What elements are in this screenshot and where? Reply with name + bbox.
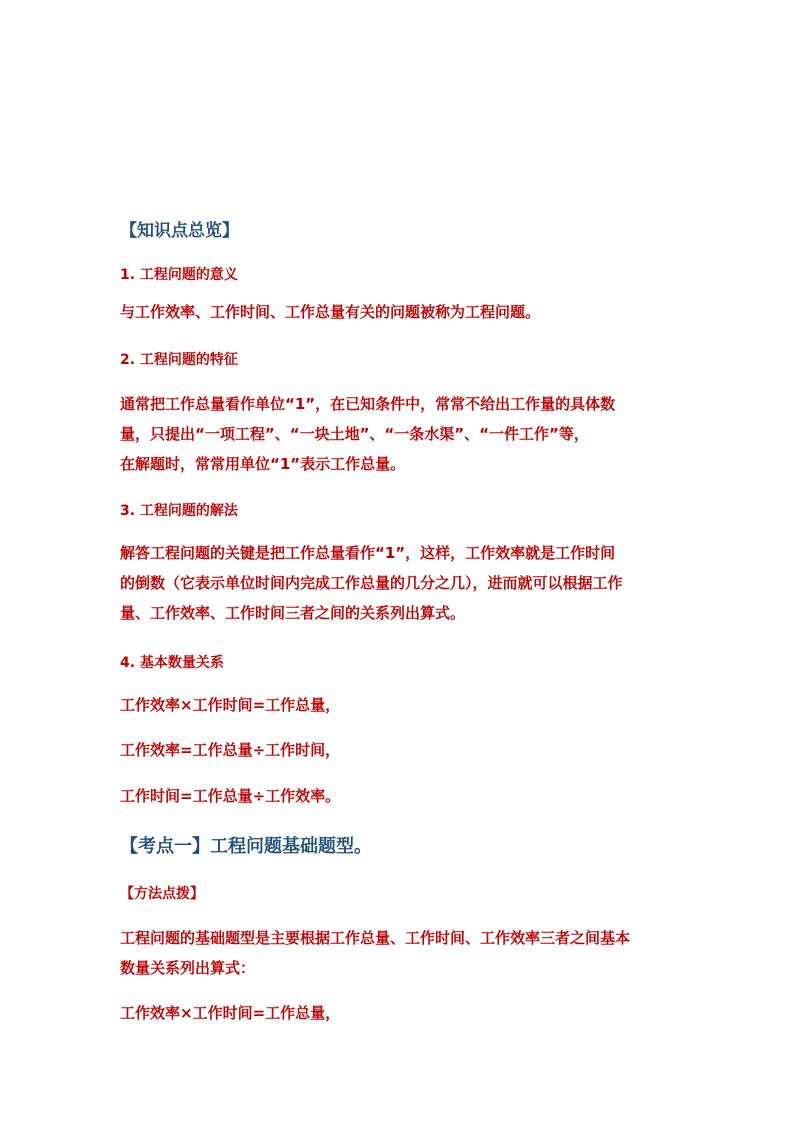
method-formula: 工作效率×工作时间=工作总量， (120, 1004, 341, 1022)
point1-heading: 【考点一】工程问题基础题型。 (120, 836, 372, 857)
formula-2: 工作效率=工作总量÷工作时间， (120, 741, 341, 759)
item-2-line-3: 在解题时，常常用单位“1”表示工作总量。 (120, 455, 406, 473)
item-2-line-2: 量，只提出“一项工程”、“一块土地”、“一条水渠”、“一件工作”等， (120, 425, 589, 443)
overview-heading: 【知识点总览】 (120, 221, 239, 241)
item-3-line-2: 的倒数（它表示单位时间内完成工作总量的几分之几），进而就可以根据工作 (120, 574, 623, 592)
item-2-title: 2. 工程问题的特征 (120, 352, 238, 368)
item-3-line-1: 解答工程问题的关键是把工作总量看作“1”，这样，工作效率就是工作时间 (120, 544, 616, 562)
formula-3: 工作时间=工作总量÷工作效率。 (120, 787, 341, 805)
item-1-line-1: 与工作效率、工作时间、工作总量有关的问题被称为工程问题。 (120, 303, 541, 321)
item-3-line-3: 量、工作效率、工作时间三者之间的关系列出算式。 (120, 604, 466, 622)
method-line-2: 数量关系列出算式： (120, 959, 256, 977)
method-line-1: 工程问题的基础题型是主要根据工作总量、工作时间、工作效率三者之间基本 (120, 929, 631, 947)
formula-1: 工作效率×工作时间=工作总量， (120, 696, 341, 714)
item-4-title: 4. 基本数量关系 (120, 655, 224, 671)
item-1-title: 1. 工程问题的意义 (120, 267, 238, 283)
item-2-line-1: 通常把工作总量看作单位“1”，在已知条件中，常常不给出工作量的具体数 (120, 395, 616, 413)
method-heading: 【方法点拨】 (120, 886, 204, 902)
item-3-title: 3. 工程问题的解法 (120, 503, 238, 519)
